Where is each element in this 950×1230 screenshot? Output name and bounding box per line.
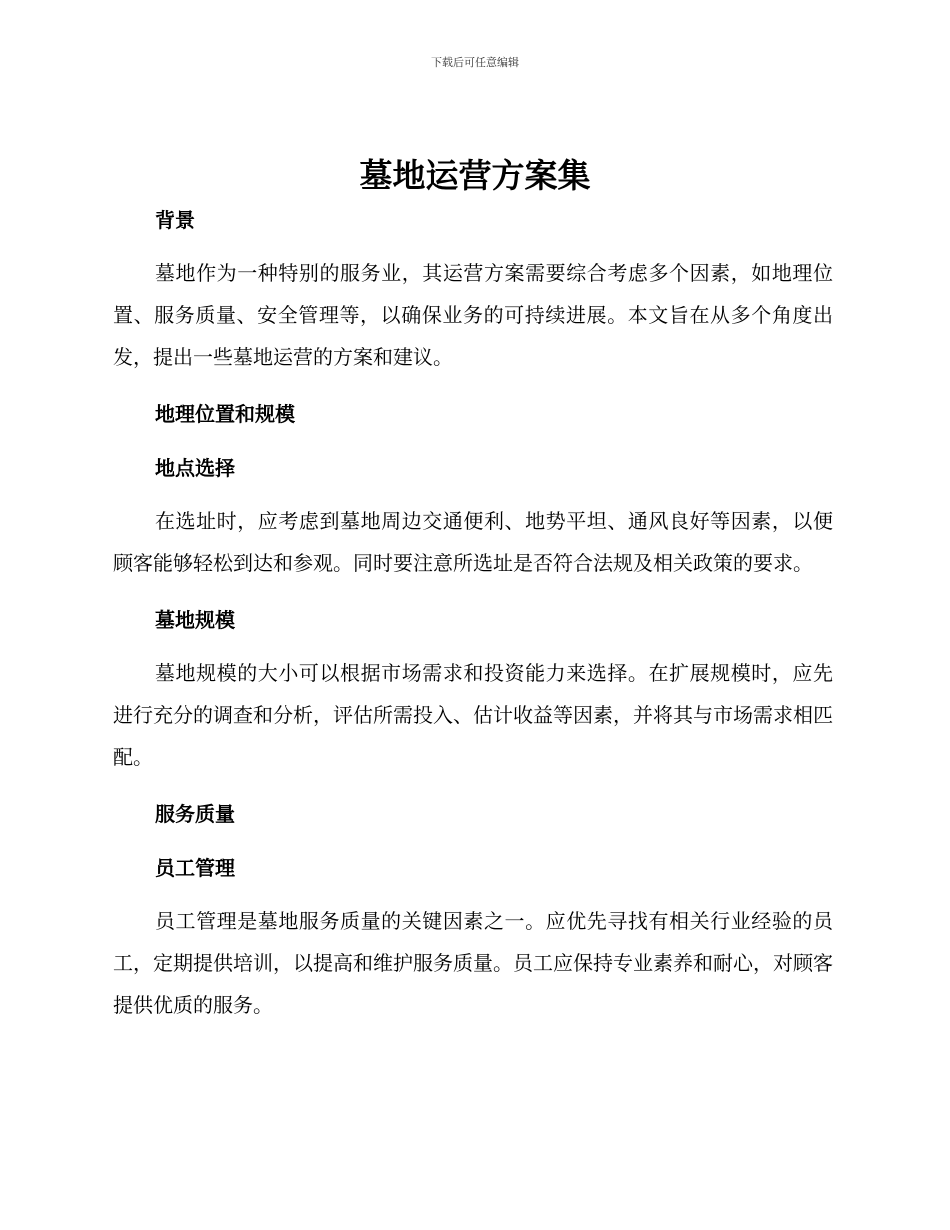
document-body — [113, 206, 833, 1026]
subsection-heading-site-selection: 地点选择 — [155, 456, 235, 480]
section-heading-service-quality: 服务质量 — [155, 802, 235, 826]
paragraph-site-selection: 在选址时，应考虑到墓地周边交通便利、地势平坦、通风良好等因素，以便顾客能够轻松到达和参观。同时要注意所选址是否符合法规及相关政策的要求。 — [113, 509, 833, 575]
paragraph-cemetery-scale: 墓地规模的大小可以根据市场需求和投资能力来选择。在扩展规模时，应先进行充分的调查和分析，评估所需投入、估计收益等因素，并将其与市场需求相匹配。 — [113, 661, 833, 769]
subsection-heading-cemetery-scale: 墓地规模 — [155, 608, 235, 632]
paragraph-background: 墓地作为一种特别的服务业，其运营方案需要综合考虑多个因素，如地理位置、服务质量、安全管理等，以确保业务的可持续进展。本文旨在从多个角度出发，提出一些墓地运营的方案和建议。 — [113, 261, 833, 369]
document-title: 墓地运营方案集 — [359, 156, 591, 195]
paragraph-staff-management: 员工管理是墓地服务质量的关键因素之一。应优先寻找有相关行业经验的员工，定期提供培训，以提高和维护服务质量。员工应保持专业素养和耐心，对顾客提供优质的服务。 — [113, 909, 833, 1017]
page-header-note: 下载后可任意编辑 — [431, 56, 519, 69]
section-heading-location-scale: 地理位置和规模 — [155, 402, 295, 426]
subsection-heading-staff-management: 员工管理 — [155, 856, 235, 880]
section-heading-background: 背景 — [155, 208, 195, 232]
